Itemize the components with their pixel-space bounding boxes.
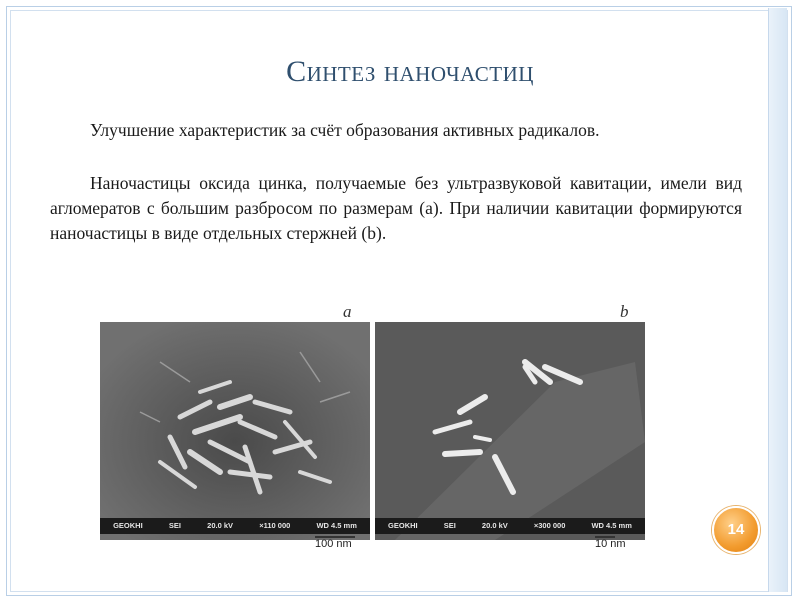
info-mode: SEI <box>168 521 181 530</box>
paragraph-nanoparticles: Наночастицы оксида цинка, получаемые без ультразвуковой кавитации, имели вид агломератов с большим разбросом по размерам (a). При наличии кавитации формируются наночастицы в виде отдельных стержней (b). <box>50 173 742 243</box>
sem-info-bar-b <box>375 518 645 534</box>
page-number-badge: 14 <box>712 506 760 554</box>
scale-label-a: 100 nm <box>315 538 352 550</box>
scale-label-b: 10 nm <box>595 538 626 550</box>
info-lab: GEOKHI <box>388 521 418 530</box>
info-voltage: 20.0 kV <box>481 521 508 530</box>
figure-a-label: a <box>343 302 352 321</box>
sem-image-agglomerates <box>100 322 370 540</box>
paragraph-radicals: Улучшение характеристик за счёт образования активных радикалов. <box>90 120 600 140</box>
slide-title: Синтез наночастиц <box>286 55 534 88</box>
info-mode: SEI <box>443 521 456 530</box>
sem-rods-graphic <box>375 322 645 540</box>
figure-a <box>100 300 370 562</box>
info-magnification: ×300 000 <box>533 521 566 530</box>
sem-agglomerates-graphic <box>100 322 370 540</box>
sem-info-bar-a <box>100 518 370 534</box>
slide-side-band <box>768 8 787 592</box>
info-working-distance: WD 4.5 mm <box>316 521 357 530</box>
figure-b <box>375 300 645 562</box>
figure-b-label: b <box>620 302 629 321</box>
info-magnification: ×110 000 <box>259 521 291 530</box>
info-lab: GEOKHI <box>113 521 143 530</box>
info-voltage: 20.0 kV <box>207 521 234 530</box>
info-working-distance: WD 4.5 mm <box>591 521 632 530</box>
sem-image-rods <box>375 322 645 540</box>
